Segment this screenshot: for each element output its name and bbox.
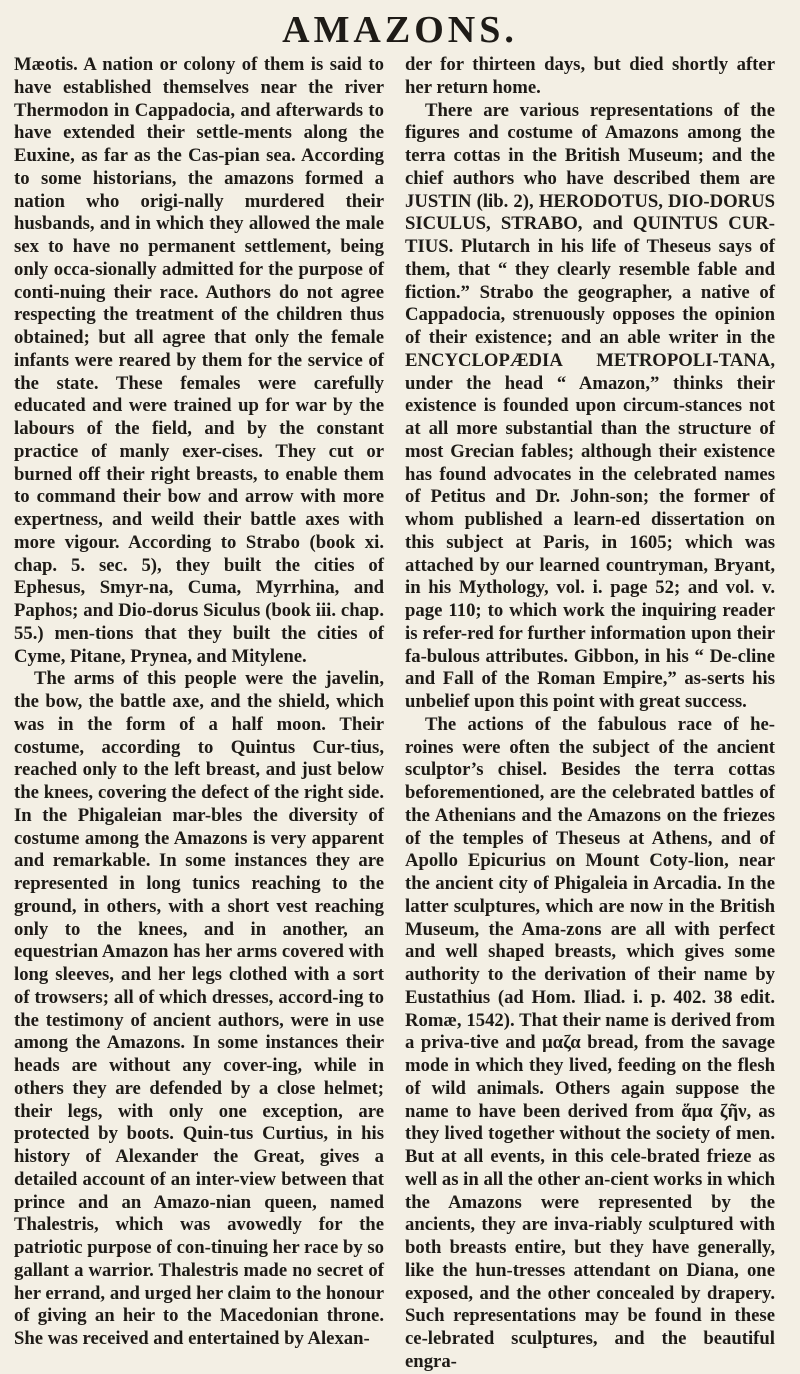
- page-title: AMAZONS.: [282, 9, 518, 51]
- left-column: [14, 54, 384, 1351]
- paragraph: Mæotis. A nation or colony of them is said to have established themselves near the river Thermodon in Cappadocia, and afterwards to have extended their settle-ments along the Euxine, as far as the Cas-pian sea. According to some historians, the amazons formed a nation who origi-nally murdered their husbands, and in which they allowed the male sex to have no permanent settlement, being only occa-sionally admitted for the purpose of conti-nuing their race. Authors do not agree respecting the treatment of the children thus obtained; but all agree that only the female infants were reared by them for the service of the state. These females were carefully educated and were trained up for war by the labours of the field, and by the constant practice of manly exer-cises. They cut or burned off their right breasts, to enable them to command their bow and arrow with more expertness, and weild their battle axes with more vigour. According to Strabo (book xi. chap. 5. sec. 5), they built the cities of Ephesus, Smyr-na, Cuma, Myrrhina, and Paphos; and Dio-dorus Siculus (book iii. chap. 55.) men-tions that they built the cities of Cyme, Pitane, Prynea, and Mitylene.: [14, 54, 384, 667]
- paragraph: There are various representations of the figures and costume of Amazons among the terra cottas in the British Museum; and the chief authors who have described them are JUSTIN (lib. 2), HERODOTUS, DIO-DORUS SICULUS, STRABO, and QUINTUS CUR-TIUS. Plutarch in his life of Theseus says of them, that “ they clearly resemble fable and fiction.” Strabo the geographer, a native of Cappadocia, strenuously opposes the opinion of their existence; and an able writer in the ENCYCLOPÆDIA METROPOLI-TANA, under the head “ Amazon,” thinks their existence is founded upon circum-stances not at all more substantial than the structure of most Grecian fables; although their existence has found advocates in the celebrated names of Petitus and Dr. John-son; the former of whom published a learn-ed dissertation on this subject at Paris, in 1605; which was attached by our learned countryman, Bryant, in his Mythology, vol. i. page 52; and vol. v. page 110; to which work the inquiring reader is refer-red for further information upon their fa-bulous attributes. Gibbon, in his “ De-cline and Fall of the Roman Empire,” as-serts his unbelief upon this point with great success.: [405, 99, 775, 712]
- paragraph: The actions of the fabulous race of he-roines were often the subject of the ancient sculptor’s chisel. Besides the terra cottas beforementioned, are the celebrated battles of the Athenians and the Amazons on the friezes of the temples of Theseus at Athens, and of Apollo Epicurius on Mount Coty-lion, near the ancient city of Phigaleia in Arcadia. In the latter sculptures, which are now in the British Museum, the Ama-zons are all with perfect and well shaped breasts, which gives some authority to the derivation of their name by Eustathius (ad Hom. Iliad. i. p. 402. 38 edit. Romæ, 1542). That their name is derived from a priva-tive and μαζα bread, from the savage mode in which they lived, feeding on the flesh of wild animals. Others again suppose the name to have been derived from ἅμα ζῆν, as they lived together without the society of men. But at all events, in this cele-brated frieze as well as in all the other an-cient works in which the Amazons were represented by the ancients, they are inva-riably sculptured with both breasts entire, but they have generally, like the hun-tresses attendant on Diana, one exposed, and the other concealed by drapery. Such representations may be found in these ce-lebrated sculptures, and the beautiful engra-: [405, 713, 775, 1372]
- right-column: [405, 54, 775, 1374]
- paragraph: der for thirteen days, but died shortly after her return home.: [405, 54, 775, 98]
- paragraph: The arms of this people were the javelin, the bow, the battle axe, and the shield, which was in the form of a half moon. Their costume, according to Quintus Cur-tius, reached only to the left breast, and just below the knees, covering the defect of the right side. In the Phigaleian mar-bles the diversity of costume among the Amazons is very apparent and remarkable. In some instances they are represented in long tunics reaching to the ground, in others, with a short vest reaching only to the knees, and in another, an equestrian Amazon has her arms covered with long sleeves, and her legs clothed with a sort of trowsers; all of which dresses, accord-ing to the testimony of ancient authors, were in use among the Amazons. In some instances their heads are without any cover-ing, while in others they are defended by a close helmet; their legs, with only one exception, are protected by boots. Quin-tus Curtius, in his history of Alexander the Great, gives a detailed account of an inter-view between that prince and an Amazo-nian queen, named Thalestris, which was avowedly for the patriotic purpose of con-tinuing her race by so gallant a warrior. Thalestris made no secret of her errand, and urged her claim to the honour of giving an heir to the Macedonian throne. She was received and entertained by Alexan-: [14, 668, 384, 1349]
